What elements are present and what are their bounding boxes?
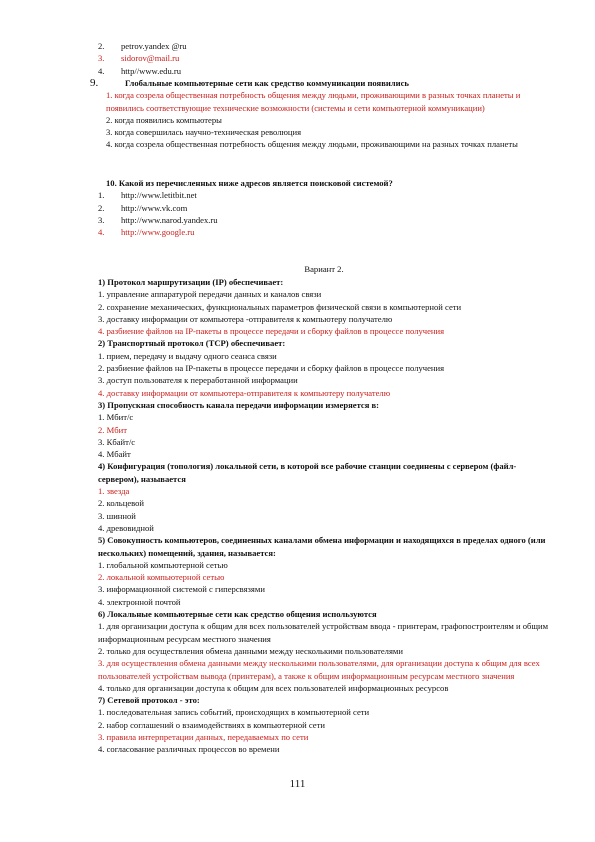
item-text: petrov.yandex @ru [121,41,187,51]
item-number: 4. [98,65,105,76]
question-title: 1) Протокол маршрутизации (IP) обеспечивает: [98,277,284,287]
answer-option: 4. разбиение файлов на IP-пакеты в процессе передачи и сборку файлов в процессе получения [98,326,445,337]
question-10 [98,177,550,238]
answer-option: 1. управление аппаратурой передачи данных и каналов связи [98,289,322,300]
variant-title: Вариант 2. [304,264,344,274]
answer-option: 1. когда созрела общественная потребность общения между людьми, проживающими в разных точках планеты и появились соответствующие технические возможности (системы и сети компьютерной коммуникации) [106,90,521,113]
answer-option: 3. шинной [98,510,136,521]
top-answer-list [98,40,550,77]
list-item [98,52,550,64]
question-title: 3) Пропускная способность канала передачи информации измеряется в: [98,399,380,410]
answer-option: 3. Кбайт/с [98,436,136,447]
answer-option: 1. прием, передачу и выдачу одного сеанса связи [98,350,277,361]
answer-option: 2. разбиение файлов на IP-пакеты в процессе передачи и сборку файлов в процессе получения [98,363,445,374]
answer-option: 2. локальной компьютерной сетью [98,572,225,583]
question-title: 2) Транспортный протокол (TCP) обеспечивает: [98,338,286,349]
answer-option: 2. Мбит [98,424,127,435]
item-number: 3. [98,53,105,64]
answer-option: 3. информационной системой с гиперсвязями [98,584,265,595]
item-text: http://www.vk.com [121,202,188,213]
answer-option: 2. только для осуществления обмена данными между несколькими пользователями [98,645,403,656]
list-item [98,65,550,77]
item-number: 1. [98,190,105,201]
answer-option: 4. только для организации доступа к общим для всех пользователей информационных ресурсов [98,682,449,693]
item-number: 2. [98,41,105,51]
list-item [98,226,550,238]
answer-option: 1. последовательная запись событий, происходящих в компьютерной сети [98,707,370,718]
answer-option: 2. кольцевой [98,498,145,509]
answer-option: 2. набор соглашений о взаимодействиях в компьютерной сети [98,719,325,730]
question-title: 7) Сетевой протокол - это: [98,695,200,706]
answer-option: 4. Мбайт [98,449,131,460]
answer-option: 3. когда совершилась научно-техническая революция [106,127,302,138]
answer-option: 3. доставку информации от компьютера -отправителя к компьютеру получателю [98,313,393,324]
answer-option: 1. звезда [98,486,130,497]
answer-option: 2. сохранение механических, функциональных параметров физической связи в компьютерной сети [98,301,462,312]
question-title: 5) Совокупность компьютеров, соединенных каналами обмена информации и находящихся в пределах одного (или нескольких) помещений, здания, называется: [98,535,546,558]
list-item [98,202,550,214]
answer-option: 3. правила интерпретации данных, передаваемых по сети [98,731,309,742]
question-title: Глобальные компьютерные сети как средство коммуникации появились [125,78,409,88]
answer-option: 3. доступ пользователя к переработанной информации [98,375,298,386]
item-number: 4. [98,227,105,238]
answer-option: 4. электронной почтой [98,596,181,607]
question-title: 4) Конфигурация (топология) локальной сети, в которой все рабочие станции соединены с сервером (файл-сервером), называется [98,461,517,484]
list-item [98,40,550,52]
answer-option: 4. когда созрела общественная потребность общения между людьми, проживающими на разных точках планеты [106,139,518,150]
answer-option: 4. согласование различных процессов во времени [98,744,280,755]
item-number: 3. [98,214,105,225]
question-9 [90,77,550,151]
variant-2-questions [98,276,550,756]
question-title: 10. Какой из перечисленных ниже адресов является поисковой системой? [106,178,393,188]
list-item [98,214,550,226]
answer-option: 1. глобальной компьютерной сетью [98,559,228,570]
item-text: http//www.edu.ru [121,65,182,76]
answer-option: 2. когда появились компьютеры [106,114,222,125]
question-number: 9. [90,77,99,89]
item-text: sidorov@mail.ru [121,53,180,64]
answer-option: 1. для организации доступа к общим для всех пользователей устройствам ввода - принтерам, графопостроителям и общим информационным ресурсам местного значения [98,621,549,644]
item-number: 2. [98,202,105,213]
item-text: http://www.google.ru [121,227,195,238]
question-title: 6) Локальные компьютерные сети как средство общения используются [98,609,377,620]
list-item [98,189,550,201]
answer-option: 1. Мбит/с [98,412,134,423]
answer-option: 3. для осуществления обмена данными между несколькими пользователями, для организации доступа к общим для всех пользователей устройствам вывода (принтерам), а также к общим информационным ресурсам местного значения [98,658,540,681]
item-text: http://www.narod.yandex.ru [121,214,218,225]
answer-option: 4. доставку информации от компьютера-отправителя к компьютеру получателю [98,387,391,398]
item-text: http://www.letitbit.net [121,190,197,201]
answer-option: 4. древовидной [98,522,154,533]
page-number: 111 [289,778,306,790]
answer-options [98,89,550,150]
